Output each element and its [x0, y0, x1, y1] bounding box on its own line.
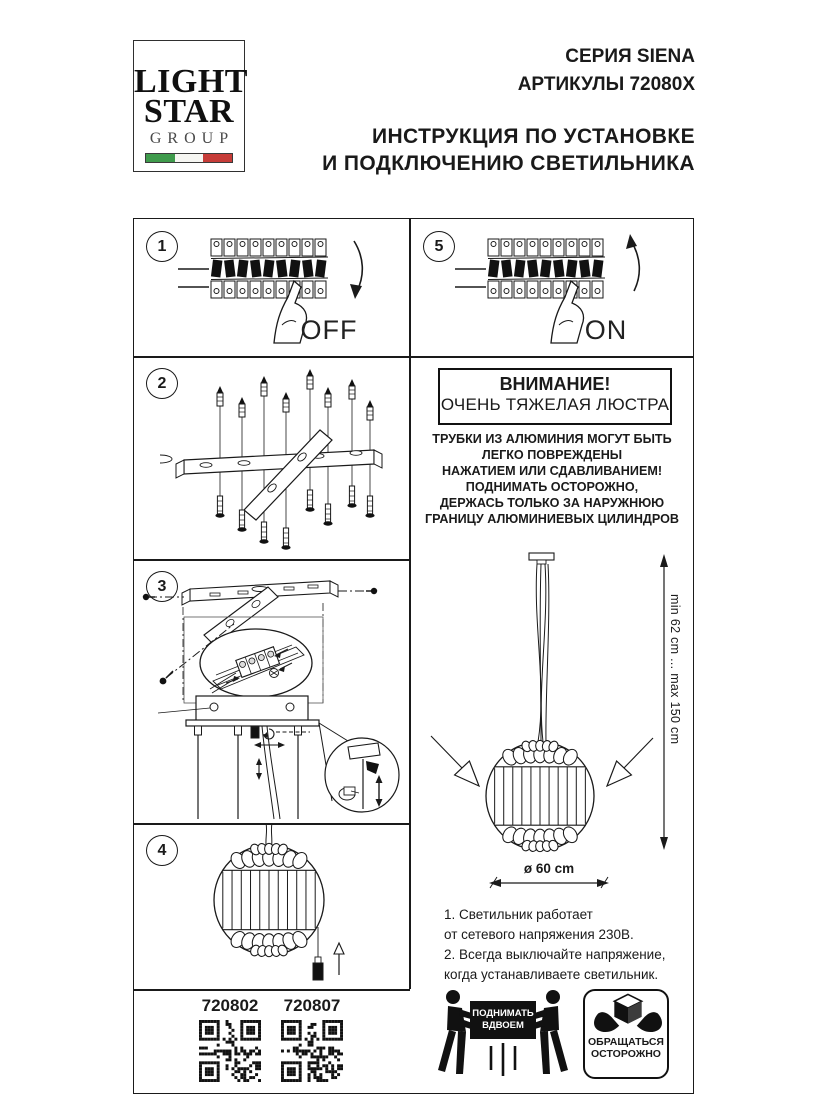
series-title: СЕРИЯ SIENA — [565, 46, 695, 67]
height-range-dimension: min 62 cm ... max 150 cm — [668, 594, 682, 745]
step-3-panel — [134, 559, 410, 823]
articles-title: АРТИКУЛЫ 72080X — [517, 74, 695, 95]
step-1-panel — [134, 219, 410, 356]
warning-box — [438, 368, 672, 425]
mounting-bracket-illustration — [160, 364, 404, 554]
warning-subtitle: ОЧЕНЬ ТЯЖЕЛАЯ ЛЮСТРА — [440, 395, 670, 414]
lightstar-logo — [133, 40, 248, 172]
breaker-on-label: ON — [584, 315, 628, 345]
diameter-arrow-icon — [489, 876, 609, 890]
qr-code — [281, 1020, 343, 1082]
hands-holding-cube-icon — [585, 991, 671, 1035]
safety-notes: 1. Светильник работает от сетевого напряжения 230В. 2. Всегда выключайте напряжение, когда устанавливаете светильник. — [444, 907, 666, 982]
chandelier-ball-illustration — [148, 823, 398, 987]
warning-and-dimensions-cell — [411, 356, 693, 1093]
logo-word-star: STAR — [143, 93, 235, 130]
step-number-badge: 1 — [146, 231, 178, 262]
lift-sign: ПОДНИМАТЬ ВДВОЕМ — [470, 1001, 536, 1039]
step-number-badge: 4 — [146, 835, 178, 866]
step-2-panel — [134, 356, 410, 559]
step-4-panel — [134, 823, 410, 989]
article-code: 720802 — [201, 996, 259, 1015]
step-5-panel — [411, 219, 693, 356]
article-codes-row — [134, 989, 410, 1093]
care-label-line1: ОБРАЩАТЬСЯ — [588, 1036, 664, 1048]
step-number-badge: 2 — [146, 368, 178, 399]
qr-code — [199, 1020, 261, 1082]
diameter-dimension: ø 60 cm — [523, 861, 575, 876]
article-code: 720807 — [283, 996, 341, 1015]
two-person-lift-icon — [433, 986, 573, 1084]
breaker-off-label: OFF — [300, 315, 358, 345]
canopy-wiring-illustration — [138, 563, 408, 821]
logo-word-group: GROUP — [149, 130, 235, 147]
handle-with-care-badge — [583, 989, 669, 1079]
care-label-line2: ОСТОРОЖНО — [591, 1048, 661, 1060]
doc-title-line2: И ПОДКЛЮЧЕНИЮ СВЕТИЛЬНИКА — [322, 152, 695, 175]
doc-title-line1: ИНСТРУКЦИЯ ПО УСТАНОВКЕ — [371, 125, 695, 148]
italian-flag-icon — [145, 153, 233, 163]
step-number-badge: 5 — [423, 231, 455, 262]
instruction-grid — [133, 218, 694, 1094]
hanging-chandelier-illustration — [411, 546, 693, 861]
logo-word-light: LIGHT — [134, 63, 248, 100]
warning-title: ВНИМАНИЕ! — [499, 374, 611, 394]
warning-body: ТРУБКИ ИЗ АЛЮМИНИЯ МОГУТ БЫТЬ ЛЕГКО ПОВРЕЖДЕНЫ НАЖАТИЕМ ИЛИ СДАВЛИВАНИЕМ! ПОДНИМАТЬ ОСТОРОЖНО, ДЕРЖАСЬ ТОЛЬКО ЗА НАРУЖНЮЮ ГРАНИЦУ АЛЮМИНИЕВЫХ ЦИЛИНДРОВ — [424, 432, 680, 526]
step-number-badge: 3 — [146, 571, 178, 602]
